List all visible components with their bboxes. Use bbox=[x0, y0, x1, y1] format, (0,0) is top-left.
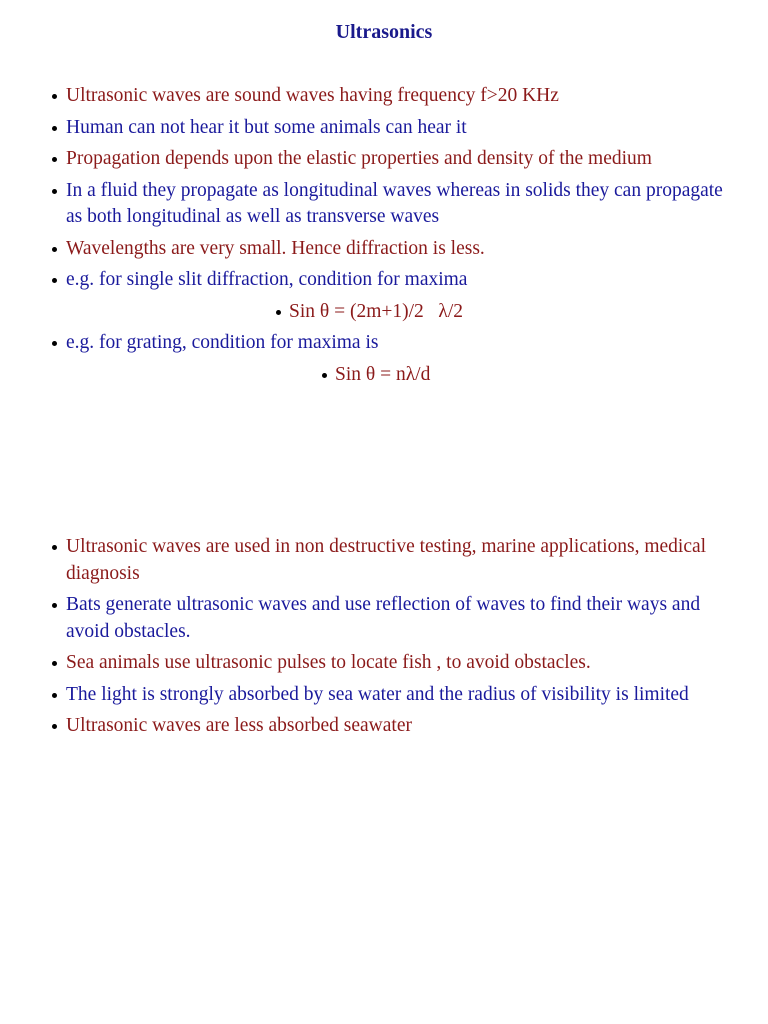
list-item-text: Human can not hear it but some animals can hear it bbox=[66, 116, 467, 138]
list-item-text: The light is strongly absorbed by sea water and the radius of visibility is limited bbox=[66, 683, 689, 705]
list-item bbox=[50, 650, 740, 677]
list-item-text: Ultrasonic waves are sound waves having frequency f>20 KHz bbox=[66, 85, 559, 106]
bullet-icon bbox=[52, 603, 57, 608]
formula-single-slit bbox=[50, 299, 740, 326]
list-item bbox=[50, 236, 740, 263]
list-item-text: Bats generate ultrasonic waves and use reflection of waves to find their ways and avoid obstacles. bbox=[66, 594, 701, 642]
page-title: Ultrasonics bbox=[335, 21, 433, 43]
bullet-icon bbox=[52, 661, 57, 666]
list-item-text: Propagation depends upon the elastic properties and density of the medium bbox=[66, 148, 652, 169]
list-item-text: In a fluid they propagate as longitudinal waves whereas in solids they can propagate as both longitudinal as well as transverse waves bbox=[66, 179, 723, 227]
list-item bbox=[50, 713, 740, 740]
list-item bbox=[50, 83, 740, 110]
list-item-text: Ultrasonic waves are used in non destructive testing, marine applications, medical diagnosis bbox=[66, 536, 707, 584]
list-item bbox=[50, 115, 740, 142]
bullet-icon bbox=[322, 373, 327, 378]
list-item bbox=[50, 178, 740, 231]
formula-text: Sin θ = (2m+1)/2 λ/2 bbox=[289, 300, 464, 322]
bullet-icon bbox=[52, 693, 57, 698]
bullet-list-applications bbox=[50, 534, 740, 745]
bullet-icon bbox=[52, 341, 57, 346]
list-item-text: e.g. for single slit diffraction, condition for maxima bbox=[66, 269, 468, 290]
bullet-icon bbox=[52, 157, 57, 162]
formula-text: Sin θ = nλ/d bbox=[335, 363, 431, 385]
bullet-icon bbox=[52, 545, 57, 550]
list-item bbox=[50, 146, 740, 173]
list-item-text: Ultrasonic waves are less absorbed seawater bbox=[66, 715, 412, 736]
list-item bbox=[50, 682, 740, 709]
bullet-icon bbox=[52, 278, 57, 283]
list-item bbox=[50, 330, 740, 357]
list-item bbox=[50, 267, 740, 294]
bullet-icon bbox=[52, 126, 57, 131]
bullet-icon bbox=[52, 724, 57, 729]
formula-grating bbox=[50, 362, 740, 389]
list-item bbox=[50, 534, 740, 587]
bullet-icon bbox=[276, 310, 281, 315]
list-item bbox=[50, 592, 740, 645]
bullet-icon bbox=[52, 94, 57, 99]
bullet-icon bbox=[52, 189, 57, 194]
bullet-icon bbox=[52, 247, 57, 252]
list-item-text: Sea animals use ultrasonic pulses to locate fish , to avoid obstacles. bbox=[66, 652, 591, 673]
bullet-list-properties bbox=[50, 83, 740, 393]
list-item-text: e.g. for grating, condition for maxima is bbox=[66, 332, 379, 353]
list-item-text: Wavelengths are very small. Hence diffraction is less. bbox=[66, 237, 485, 259]
